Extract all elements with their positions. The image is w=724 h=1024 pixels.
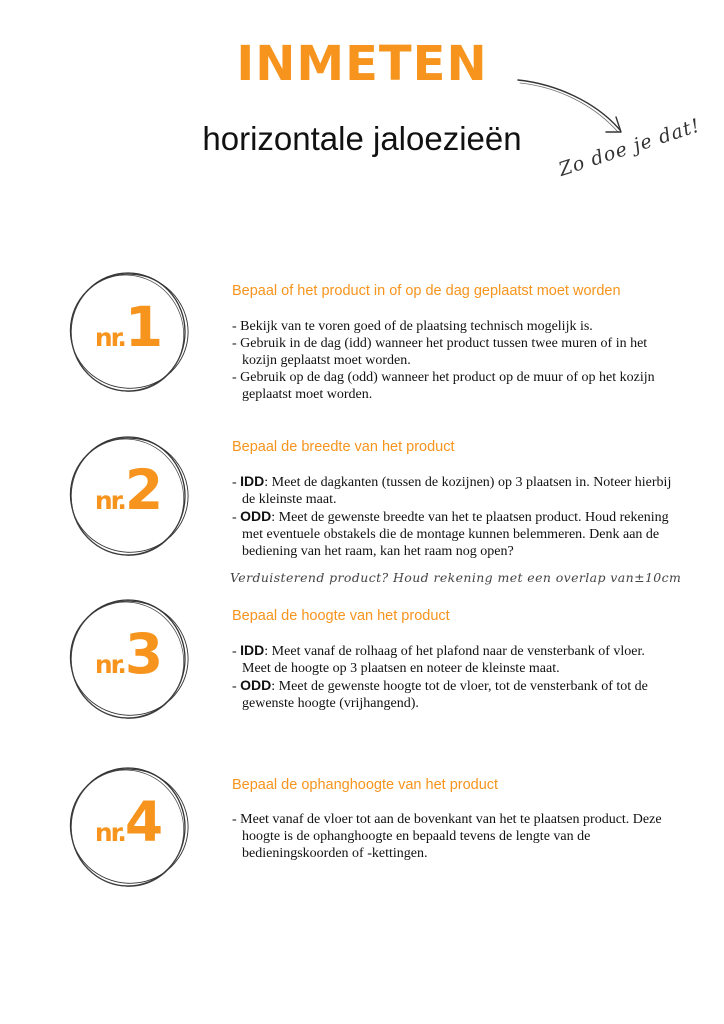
step-number-4: nr.4 (94, 790, 162, 854)
step-body (232, 642, 672, 712)
bullet-line: - IDD: Meet de dagkanten (tussen de kozijnen) op 3 plaatsen in. Noteer hierbij de kleinste maat. (232, 473, 672, 507)
bullet-line: - IDD: Meet vanaf de rolhaag of het plafond naar de vensterbank of vloer. Meet de hoogte op 3 plaatsen en noteer de kleinste maat. (232, 642, 645, 676)
step-heading: Bepaal de ophanghoogte van het product (232, 777, 499, 793)
tagline: Zo doe je dat! (556, 114, 704, 181)
bullet-line: - ODD: Meet de gewenste breedte van het te plaatsen product. Houd rekening met eventuele obstakels die de montage kunnen belemmeren. Denk aan de bediening van het raam, kan het raam nog open? (232, 508, 669, 559)
bullet-line: - Bekijk van te voren goed of de plaatsing technisch mogelijk is. (232, 319, 593, 334)
step-heading: Bepaal of het product in of op de dag geplaatst moet worden (232, 283, 621, 299)
page-title: INMETEN (236, 36, 488, 92)
step-number-1: nr.1 (94, 295, 162, 359)
step-body (232, 811, 672, 862)
bullet-line: - Gebruik op de dag (odd) wanneer het product op de muur of op het kozijn geplaatst moet worden. (232, 370, 655, 402)
handwritten-note: Verduisterend product? Houd rekening met een overlap van±10cm (230, 570, 682, 585)
curved-arrow-icon (516, 72, 628, 142)
page-subtitle: horizontale jaloezieën (202, 120, 522, 157)
step-heading: Bepaal de hoogte van het product (232, 608, 450, 624)
step-body (232, 318, 672, 403)
step-body (232, 473, 672, 560)
step-heading: Bepaal de breedte van het product (232, 439, 455, 455)
bullet-line: - Gebruik in de dag (idd) wanneer het product tussen twee muren of in het kozijn geplaatst moet worden. (232, 336, 648, 368)
step-number-3: nr.3 (94, 622, 162, 686)
step-number-2: nr.2 (94, 458, 162, 522)
bullet-line: - Meet vanaf de vloer tot aan de bovenkant van het te plaatsen product. Deze hoogte is de ophanghoogte en bepaald tevens de lengte van de bedieningskoorden of -kettingen. (232, 812, 662, 861)
bullet-line: - ODD: Meet de gewenste hoogte tot de vloer, tot de vensterbank of tot de gewenste hoogte (vrijhangend). (232, 677, 648, 711)
